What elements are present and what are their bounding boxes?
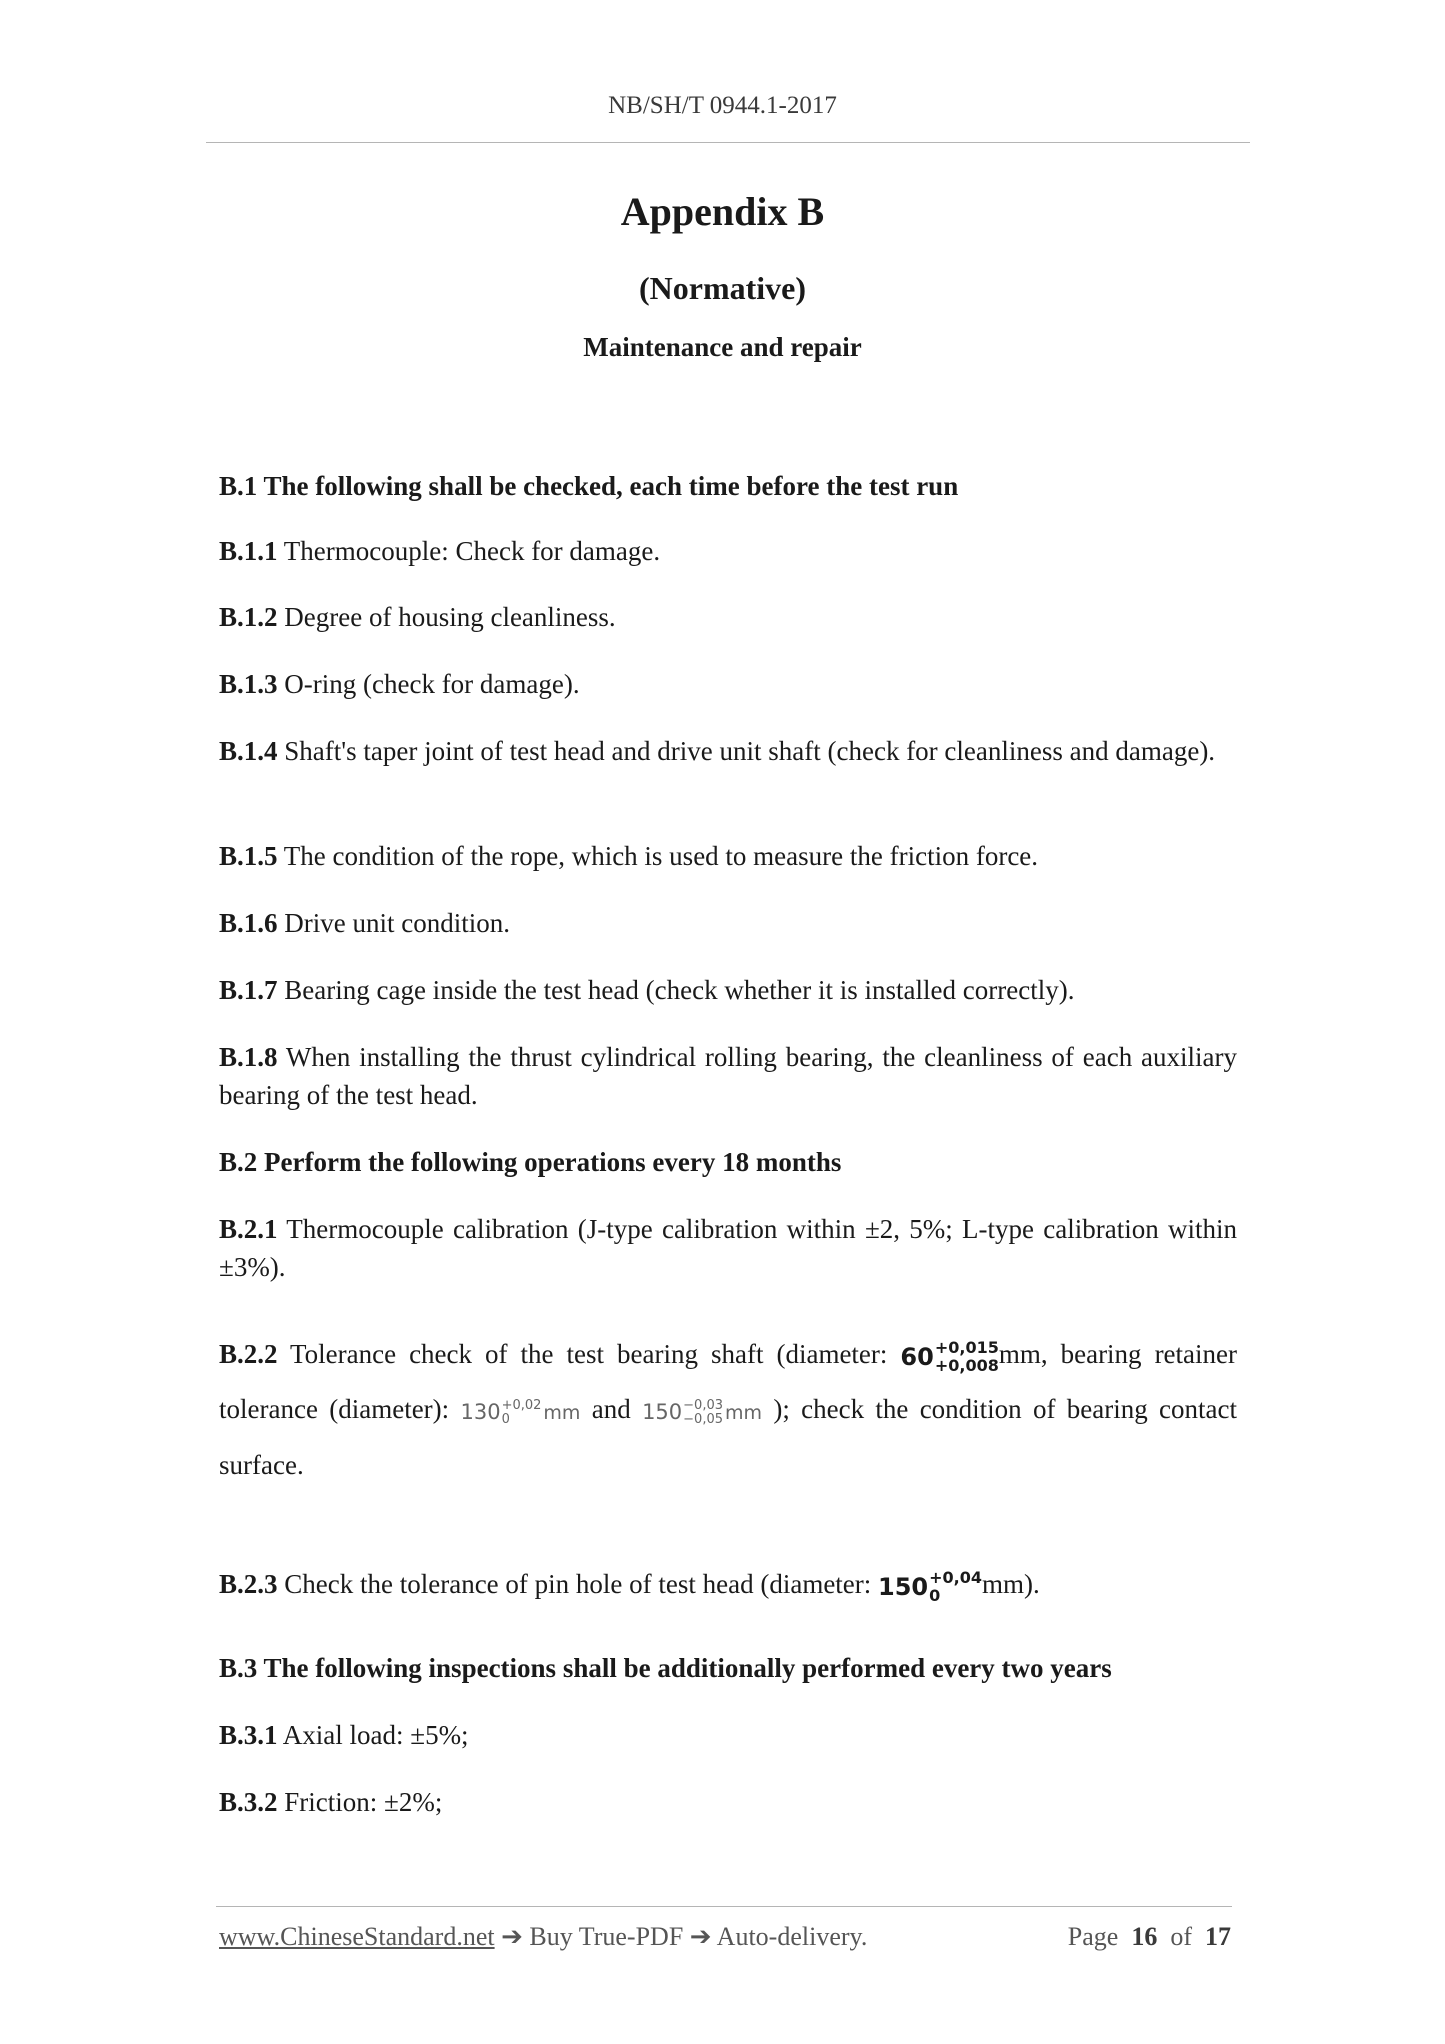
clause-b1-8 xyxy=(219,1038,1237,1114)
clause-text: The condition of the rope, which is used to measure the friction force. xyxy=(277,841,1039,871)
clause-text: and xyxy=(580,1394,643,1425)
clause-b1-4 xyxy=(219,732,1237,770)
clause-b1-6 xyxy=(219,904,1237,942)
page-number: Page 16 of 17 xyxy=(1067,1922,1231,1951)
clause-b2-3 xyxy=(219,1558,1237,1613)
clause-text: Bearing cage inside the test head (check whether it is installed correctly). xyxy=(277,975,1075,1005)
clause-number: B.2.2 xyxy=(219,1339,278,1369)
clause-b3-2 xyxy=(219,1783,1237,1821)
pin-hole-tolerance: 150 +0,04 0 xyxy=(878,1568,983,1606)
page-footer xyxy=(219,1922,1231,1952)
delivery-text: Auto-delivery. xyxy=(716,1922,868,1951)
clause-number: B.1.7 xyxy=(219,975,278,1005)
clause-number: B.1.4 xyxy=(219,736,278,766)
clause-b3-1 xyxy=(219,1716,1237,1754)
clause-b1-3 xyxy=(219,665,1237,703)
clause-text: mm, bearing retainer tolerance (diameter): xyxy=(219,1339,1238,1425)
clause-text: Tolerance check of the test bearing shaft (diameter: xyxy=(277,1339,901,1369)
website-link[interactable]: www.ChineseStandard.net xyxy=(219,1922,495,1951)
arrow-icon: ➔ xyxy=(689,1922,712,1951)
shaft-tolerance: 60 +0,015 +0,008 xyxy=(900,1338,999,1376)
clause-number: B.1.5 xyxy=(219,841,278,871)
clause-b2-2 xyxy=(219,1328,1237,1491)
buy-text: Buy True-PDF xyxy=(529,1922,684,1951)
clause-text: Degree of housing cleanliness. xyxy=(277,602,616,632)
clause-number: B.1.8 xyxy=(219,1042,278,1072)
clause-text: Friction: ±2%; xyxy=(277,1787,443,1817)
clause-number: B.2.3 xyxy=(219,1569,278,1599)
clause-b1-2 xyxy=(219,598,1237,636)
clause-text: Check the tolerance of pin hole of test head (diameter: xyxy=(277,1569,879,1599)
clause-text: O-ring (check for damage). xyxy=(277,669,580,699)
clause-b1-5 xyxy=(219,837,1237,875)
clause-text: mm). xyxy=(982,1569,1040,1599)
footer-divider xyxy=(216,1906,1232,1907)
section-heading-b1: B.1 The following shall be checked, each time before the test run xyxy=(219,471,959,501)
clause-number: B.3.1 xyxy=(219,1720,278,1750)
appendix-type: (Normative) xyxy=(638,270,807,306)
clause-number: B.1.3 xyxy=(219,669,278,699)
clause-b2-1 xyxy=(219,1210,1237,1286)
clause-b1-7 xyxy=(219,971,1237,1009)
clause-text: Drive unit condition. xyxy=(277,908,510,938)
clause-number: B.2.1 xyxy=(219,1214,278,1244)
section-heading-b2: B.2 Perform the following operations every 18 months xyxy=(219,1147,842,1177)
appendix-title: Appendix B xyxy=(620,189,825,234)
clause-number: B.3.2 xyxy=(219,1787,278,1817)
retainer-tolerance-150: 150 −0,03 −0,05 mm xyxy=(642,1397,763,1427)
clause-text: Axial load: ±5%; xyxy=(277,1720,469,1750)
clause-b1-1 xyxy=(219,532,1237,570)
clause-number: B.1.6 xyxy=(219,908,278,938)
clause-number: B.1.2 xyxy=(219,602,278,632)
clause-number: B.1.1 xyxy=(219,536,278,566)
clause-text: Thermocouple: Check for damage. xyxy=(277,536,661,566)
header-divider xyxy=(206,142,1250,143)
clause-text: ); check the condition of bearing contact surface. xyxy=(219,1394,1238,1480)
clause-text: Shaft's taper joint of test head and drive unit shaft (check for cleanliness and damage). xyxy=(277,736,1216,766)
document-standard-id: NB/SH/T 0944.1-2017 xyxy=(608,92,837,119)
total-pages: 17 xyxy=(1205,1922,1231,1951)
arrow-icon: ➔ xyxy=(501,1922,523,1951)
retainer-tolerance-130: 130 +0,02 0 mm xyxy=(460,1397,581,1427)
clause-text: When installing the thrust cylindrical rolling bearing, the cleanliness of each auxiliary bearing of the test head. xyxy=(219,1042,1237,1110)
section-heading-b3: B.3 The following inspections shall be additionally performed every two years xyxy=(219,1653,1112,1683)
current-page: 16 xyxy=(1131,1922,1158,1951)
clause-text: Thermocouple calibration (J-type calibration within ±2, 5%; L-type calibration within ±3%). xyxy=(219,1214,1237,1282)
appendix-subject: Maintenance and repair xyxy=(583,332,862,362)
